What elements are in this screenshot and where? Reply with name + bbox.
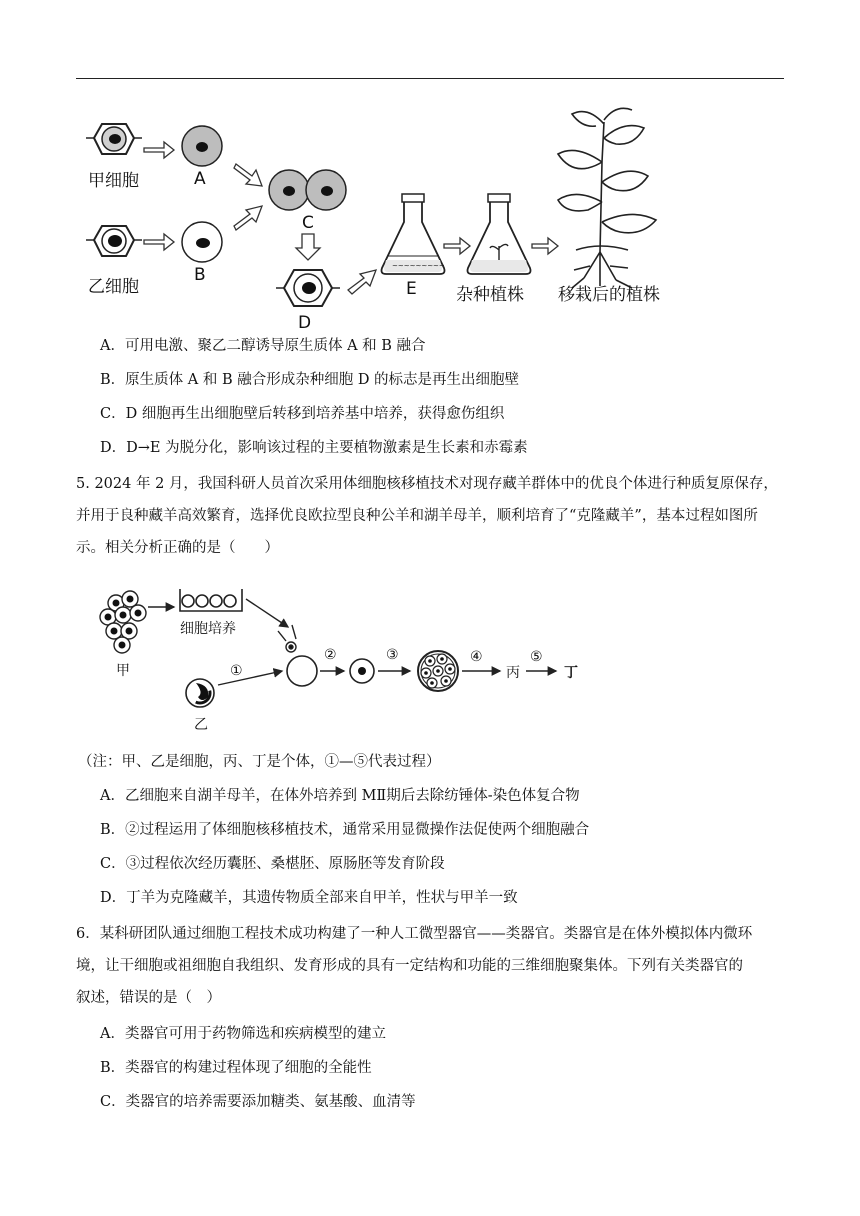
label-e: E (406, 279, 417, 299)
q5-option-a: A．乙细胞来自湖羊母羊，在体外培养到 MⅡ期后去除纺锤体-染色体复合物 (100, 788, 580, 804)
q6-stem-line-3: 叙述，错误的是（ ） (76, 990, 221, 1006)
q6-option-a: A．类器官可用于药物筛选和疾病模型的建立 (100, 1026, 386, 1042)
step-5-label: ⑤ (530, 649, 543, 665)
label-cell-culture: 细胞培养 (180, 621, 236, 637)
label-c: C (302, 213, 314, 233)
arrow-icon (234, 164, 262, 186)
early-embryo (418, 651, 458, 691)
q5-option-c: C．③过程依次经历囊胚、桑椹胚、原肠胚等发育阶段 (100, 856, 445, 872)
step-2-label: ② (324, 647, 337, 663)
arrow-icon (532, 238, 558, 254)
q4-option-b: B．原生质体 A 和 B 融合形成杂种细胞 D 的标志是再生出细胞壁 (100, 372, 520, 388)
header-rule (76, 78, 784, 79)
q4-option-c: C．D 细胞再生出细胞壁后转移到培养基中培养，获得愈伤组织 (100, 406, 505, 422)
hybrid-cell-d (276, 270, 340, 306)
protoplast-fusion-figure (76, 102, 716, 334)
svg-text:~~~~~~~~~: ~~~~~~~~~ (392, 262, 445, 270)
arrow-icon (144, 234, 174, 250)
arrow-icon (144, 142, 174, 158)
q5-option-d: D．丁羊为克隆藏羊，其遗传物质全部来自甲羊，性状与甲羊一致 (100, 890, 518, 906)
step-1-label: ① (230, 663, 243, 679)
enucleated-oocyte (287, 656, 317, 686)
q6-stem-line-1: 6．某科研团队通过细胞工程技术成功构建了一种人工微型器官——类器官。类器官是在体外模拟体内微环 (76, 926, 753, 942)
q4-option-a: A．可用电激、聚乙二醇诱导原生质体 A 和 B 融合 (100, 338, 426, 354)
arrow-icon (444, 238, 470, 254)
step-4-label: ④ (470, 649, 483, 665)
culture-dish (180, 589, 242, 611)
cell-yi-diagram (86, 226, 142, 256)
q5-stem-line-1: 5. 2024 年 2 月，我国科研人员首次采用体细胞核移植技术对现存藏羊群体中的优良个体进行种质复原保存， (76, 476, 778, 492)
cloning-process-figure (96, 585, 586, 735)
label-jia: 甲 (116, 663, 130, 679)
label-bing: 丙 (506, 665, 520, 681)
label-cell-yi: 乙细胞 (88, 277, 139, 297)
cell-jia-diagram (86, 124, 142, 154)
q4-option-d: D．D→E 为脱分化，影响该过程的主要植物激素是生长素和赤霉素 (100, 440, 528, 456)
cell-yi-oocyte (186, 679, 214, 707)
label-a: A (194, 169, 206, 189)
cell-cluster-jia (100, 591, 146, 653)
q5-stem-line-2: 并用于良种藏羊高效繁育，选择优良欧拉型良种公羊和湖羊母羊，顺利培育了“克隆藏羊”，基本过程如图所 (76, 508, 758, 524)
fused-cell-c (269, 170, 346, 210)
micropipette (278, 625, 296, 652)
down-arrow-icon (296, 234, 320, 260)
arrow-icon (234, 206, 262, 230)
flask-hybrid-plant (468, 194, 531, 274)
flask-e (382, 194, 445, 274)
label-b: B (194, 265, 206, 285)
transplanted-plant-drawing (558, 108, 656, 288)
q5-stem-line-3: 示。相关分析正确的是（ ） (76, 540, 279, 556)
label-ding: 丁 (564, 665, 578, 681)
q5-figure-note: （注：甲、乙是细胞，丙、丁是个体，①—⑤代表过程） (78, 754, 441, 770)
label-transplanted-plant: 移栽后的植株 (558, 285, 660, 305)
step-3-label: ③ (386, 647, 399, 663)
label-yi: 乙 (194, 717, 208, 733)
label-d: D (298, 313, 312, 333)
q5-option-b: B．②过程运用了体细胞核移植技术，通常采用显微操作法促使两个细胞融合 (100, 822, 590, 838)
label-cell-jia: 甲细胞 (88, 171, 139, 191)
arrow-icon (348, 270, 376, 294)
q6-option-c: C．类器官的培养需要添加糖类、氨基酸、血清等 (100, 1094, 416, 1110)
label-hybrid-plant: 杂种植株 (456, 285, 524, 305)
q6-stem-line-2: 境，让干细胞或祖细胞自我组织、发育形成的具有一定结构和功能的三维细胞聚集体。下列有关类器官的 (76, 958, 743, 974)
q6-option-b: B．类器官的构建过程体现了细胞的全能性 (100, 1060, 372, 1076)
